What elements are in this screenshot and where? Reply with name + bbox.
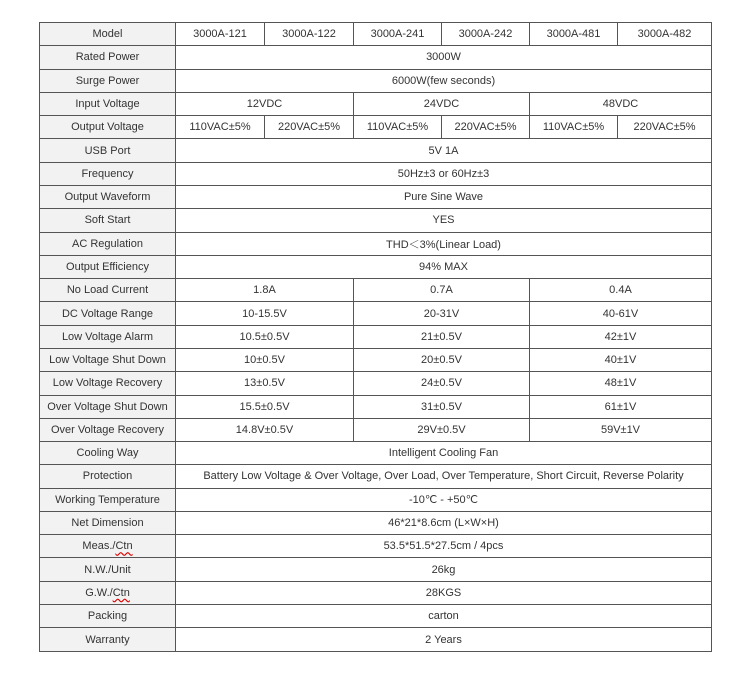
row-label: Over Voltage Shut Down (40, 395, 176, 418)
model-cell: 3000A-241 (354, 23, 442, 46)
row-protection (40, 465, 712, 488)
row-label: Low Voltage Recovery (40, 372, 176, 395)
row-low-voltage-recovery (40, 372, 712, 395)
value-cell: 110VAC±5% (176, 116, 265, 139)
row-label: Cooling Way (40, 442, 176, 465)
value-cell: Intelligent Cooling Fan (176, 442, 712, 465)
row-label: N.W./Unit (40, 558, 176, 581)
value-cell: 220VAC±5% (265, 116, 354, 139)
value-cell: -10℃ - +50℃ (176, 488, 712, 511)
value-cell: 26kg (176, 558, 712, 581)
value-cell: 20-31V (354, 302, 530, 325)
label-part: Meas./ (82, 540, 116, 553)
row-label: AC Regulation (40, 232, 176, 255)
row-label: Packing (40, 605, 176, 628)
row-packing (40, 605, 712, 628)
row-working-temperature (40, 488, 712, 511)
value-cell: carton (176, 605, 712, 628)
model-cell: 3000A-242 (442, 23, 530, 46)
value-cell: 20±0.5V (354, 348, 530, 371)
value-cell: 40-61V (530, 302, 712, 325)
value-cell: 42±1V (530, 325, 712, 348)
row-over-voltage-shutdown (40, 395, 712, 418)
value-cell: 53.5*51.5*27.5cm / 4pcs (176, 535, 712, 558)
row-warranty (40, 628, 712, 652)
row-label: Output Waveform (40, 185, 176, 208)
row-label: Rated Power (40, 46, 176, 69)
value-cell: 13±0.5V (176, 372, 354, 395)
row-output-efficiency (40, 255, 712, 278)
spec-table (39, 22, 712, 652)
value-cell: 59V±1V (530, 418, 712, 441)
value-cell: 94% MAX (176, 255, 712, 278)
model-cell: 3000A-121 (176, 23, 265, 46)
row-input-voltage (40, 92, 712, 115)
row-meas-ctn (40, 535, 712, 558)
row-net-dimension (40, 511, 712, 534)
value-cell: 1.8A (176, 279, 354, 302)
value-cell: 48VDC (530, 92, 712, 115)
row-label: Output Voltage (40, 116, 176, 139)
value-cell: 24VDC (354, 92, 530, 115)
row-label: Over Voltage Recovery (40, 418, 176, 441)
row-label: Frequency (40, 162, 176, 185)
label-part-underlined: Ctn (115, 540, 133, 553)
value-cell: 0.4A (530, 279, 712, 302)
label-part: G.W./ (85, 586, 113, 599)
row-dc-voltage-range (40, 302, 712, 325)
value-cell: 220VAC±5% (618, 116, 712, 139)
row-label: Output Efficiency (40, 255, 176, 278)
row-usb-port (40, 139, 712, 162)
value-cell: 10-15.5V (176, 302, 354, 325)
value-cell: 50Hz±3 or 60Hz±3 (176, 162, 712, 185)
row-ac-regulation (40, 232, 712, 255)
value-cell: 2 Years (176, 628, 712, 652)
value-cell: 31±0.5V (354, 395, 530, 418)
value-cell: 10±0.5V (176, 348, 354, 371)
row-label: Input Voltage (40, 92, 176, 115)
row-label: Low Voltage Shut Down (40, 348, 176, 371)
value-cell: 220VAC±5% (442, 116, 530, 139)
value-cell: YES (176, 209, 712, 232)
row-low-voltage-alarm (40, 325, 712, 348)
model-cell: 3000A-122 (265, 23, 354, 46)
row-label: No Load Current (40, 279, 176, 302)
value-cell: 61±1V (530, 395, 712, 418)
row-nw-unit (40, 558, 712, 581)
row-label: DC Voltage Range (40, 302, 176, 325)
value-cell: 40±1V (530, 348, 712, 371)
value-cell: 10.5±0.5V (176, 325, 354, 348)
row-label (40, 581, 176, 604)
value-cell: 6000W(few seconds) (176, 69, 712, 92)
value-cell: Pure Sine Wave (176, 185, 712, 208)
row-label: Warranty (40, 628, 176, 652)
value-cell: THD＜3%(Linear Load) (176, 232, 712, 255)
value-cell: 110VAC±5% (530, 116, 618, 139)
value-cell: 15.5±0.5V (176, 395, 354, 418)
row-gw-ctn (40, 581, 712, 604)
row-label: Protection (40, 465, 176, 488)
value-cell: 29V±0.5V (354, 418, 530, 441)
row-label: Working Temperature (40, 488, 176, 511)
row-surge-power (40, 69, 712, 92)
value-cell: 12VDC (176, 92, 354, 115)
value-cell: 14.8V±0.5V (176, 418, 354, 441)
row-output-waveform (40, 185, 712, 208)
row-label: Low Voltage Alarm (40, 325, 176, 348)
value-cell: 48±1V (530, 372, 712, 395)
value-cell: 21±0.5V (354, 325, 530, 348)
model-cell: 3000A-482 (618, 23, 712, 46)
row-label: USB Port (40, 139, 176, 162)
row-output-voltage (40, 116, 712, 139)
row-label: Net Dimension (40, 511, 176, 534)
row-label: Model (40, 23, 176, 46)
value-cell: 28KGS (176, 581, 712, 604)
row-label: Soft Start (40, 209, 176, 232)
row-cooling-way (40, 442, 712, 465)
row-over-voltage-recovery (40, 418, 712, 441)
row-rated-power (40, 46, 712, 69)
row-model (40, 23, 712, 46)
value-cell: 110VAC±5% (354, 116, 442, 139)
row-label: Surge Power (40, 69, 176, 92)
model-cell: 3000A-481 (530, 23, 618, 46)
row-no-load-current (40, 279, 712, 302)
value-cell: 24±0.5V (354, 372, 530, 395)
label-part-underlined: Ctn (112, 586, 130, 599)
row-frequency (40, 162, 712, 185)
row-label (40, 535, 176, 558)
value-cell: 46*21*8.6cm (L×W×H) (176, 511, 712, 534)
value-cell: 3000W (176, 46, 712, 69)
row-soft-start (40, 209, 712, 232)
value-cell: 5V 1A (176, 139, 712, 162)
value-cell: 0.7A (354, 279, 530, 302)
value-cell: Battery Low Voltage & Over Voltage, Over Load, Over Temperature, Short Circuit, Reverse Polarity (176, 465, 712, 488)
row-low-voltage-shutdown (40, 348, 712, 371)
